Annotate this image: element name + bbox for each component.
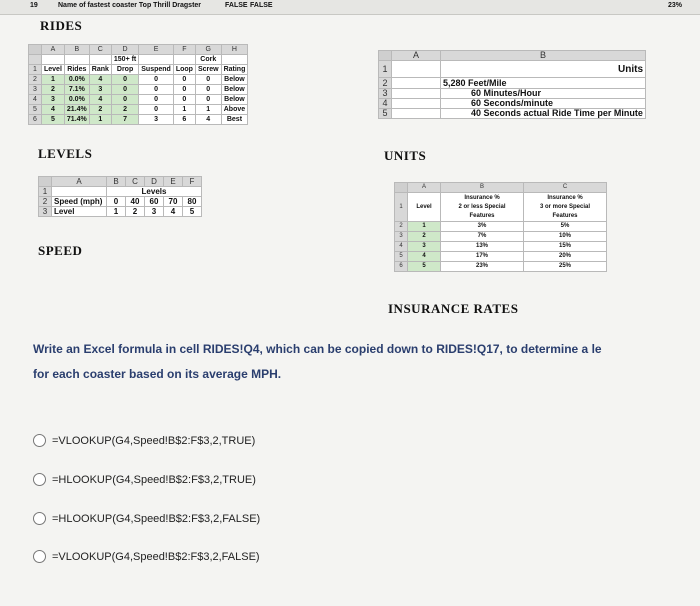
col-header: D xyxy=(145,177,164,187)
cell[interactable]: 0 xyxy=(139,95,174,105)
row-number: 3 xyxy=(379,89,392,99)
insurance-header-b[interactable] xyxy=(441,193,524,222)
answer-option-3[interactable] xyxy=(33,512,260,525)
cell[interactable] xyxy=(64,55,89,65)
cell[interactable]: 4 xyxy=(408,252,441,262)
col-header: F xyxy=(183,177,202,187)
row-number: 2 xyxy=(29,75,42,85)
insurance-table xyxy=(394,182,607,272)
cell[interactable]: 6 xyxy=(173,115,195,125)
cell[interactable] xyxy=(52,187,107,197)
corner-cell xyxy=(395,183,408,193)
row-number: 2 xyxy=(39,197,52,207)
corner-cell xyxy=(39,177,52,187)
header-cell[interactable]: Rides xyxy=(64,65,89,75)
cell[interactable]: 7.1% xyxy=(64,85,89,95)
cell[interactable]: 0 xyxy=(139,105,174,115)
col-header: H xyxy=(221,45,248,55)
cell[interactable]: 4 xyxy=(42,105,65,115)
cell[interactable]: 1 xyxy=(89,115,111,125)
cell[interactable]: 17% xyxy=(441,252,524,262)
header-line: 3 or more Special xyxy=(539,203,591,210)
cell[interactable] xyxy=(392,61,441,78)
cell[interactable] xyxy=(392,109,441,119)
cell[interactable]: 0 xyxy=(173,85,195,95)
levels-title[interactable]: Levels xyxy=(107,187,202,197)
cell[interactable] xyxy=(42,55,65,65)
cell[interactable]: 60 Minutes/Hour xyxy=(441,89,646,99)
col-header: D xyxy=(111,45,138,55)
cell[interactable]: 0 xyxy=(139,75,174,85)
top-strip xyxy=(0,0,700,15)
header-cell[interactable]: Cork xyxy=(195,55,221,65)
cell[interactable]: 0 xyxy=(195,75,221,85)
header-cell[interactable]: Loop xyxy=(173,65,195,75)
cell[interactable]: 0 xyxy=(195,85,221,95)
row-number: 19 xyxy=(30,2,38,9)
cell[interactable]: Above xyxy=(221,105,248,115)
header-cell[interactable]: 150+ ft xyxy=(111,55,138,65)
question-line-2: for each coaster based on its average MPH. xyxy=(33,367,282,381)
cell[interactable]: 0 xyxy=(173,75,195,85)
cell[interactable]: 4 xyxy=(164,207,183,217)
cell[interactable]: 3 xyxy=(408,242,441,252)
speed-label[interactable]: Speed (mph) xyxy=(52,197,107,207)
answer-option-4[interactable] xyxy=(33,550,260,563)
col-header: F xyxy=(173,45,195,55)
cell[interactable]: Below xyxy=(221,95,248,105)
cell[interactable]: 1 xyxy=(42,75,65,85)
cell[interactable]: Below xyxy=(221,85,248,95)
row-number: 4 xyxy=(395,242,408,252)
header-cell[interactable]: Level xyxy=(42,65,65,75)
col-header: G xyxy=(195,45,221,55)
cell[interactable] xyxy=(173,55,195,65)
header-cell[interactable]: Rating xyxy=(221,65,248,75)
cell[interactable]: 40 Seconds actual Ride Time per Minute xyxy=(441,109,646,119)
cell[interactable]: 10% xyxy=(524,232,607,242)
col-header: A xyxy=(392,51,441,61)
cell[interactable]: 40 xyxy=(126,197,145,207)
cell[interactable]: 0 xyxy=(139,85,174,95)
col-header: A xyxy=(42,45,65,55)
cell[interactable]: 7 xyxy=(111,115,138,125)
cell[interactable]: 60 Seconds/minute xyxy=(441,99,646,109)
cell[interactable]: 3 xyxy=(145,207,164,217)
cell[interactable]: 2 xyxy=(42,85,65,95)
col-header: B xyxy=(64,45,89,55)
option-text: =VLOOKUP(G4,Speed!B$2:F$3,2,TRUE) xyxy=(52,434,256,447)
cell[interactable]: 25% xyxy=(524,262,607,272)
row-number: 2 xyxy=(395,222,408,232)
radio-button-icon[interactable] xyxy=(33,550,46,563)
corner-cell xyxy=(29,45,42,55)
cell[interactable]: 0 xyxy=(195,95,221,105)
col-header: B xyxy=(107,177,126,187)
sheet-title: RIDES xyxy=(40,18,83,33)
top-strip-text: Name of fastest coaster Top Thrill Dragster xyxy=(58,2,202,9)
cell[interactable]: 0 xyxy=(111,85,138,95)
row-number: 1 xyxy=(39,187,52,197)
cell[interactable]: 2 xyxy=(111,105,138,115)
units-caption: UNITS xyxy=(384,148,427,163)
col-header: B xyxy=(441,51,646,61)
answer-option-1[interactable] xyxy=(33,434,255,447)
cell[interactable]: 80 xyxy=(183,197,202,207)
cell[interactable]: 3 xyxy=(42,95,65,105)
radio-button-icon[interactable] xyxy=(33,434,46,447)
cell[interactable]: 21.4% xyxy=(64,105,89,115)
cell[interactable]: 0.0% xyxy=(64,95,89,105)
cell[interactable]: 0 xyxy=(173,95,195,105)
cell[interactable]: 5 xyxy=(183,207,202,217)
row-number: 5 xyxy=(29,105,42,115)
false-value: FALSE xyxy=(250,2,273,9)
cell[interactable]: 5,280 Feet/Mile xyxy=(441,78,646,89)
cell[interactable]: 1 xyxy=(408,222,441,232)
insurance-caption: INSURANCE RATES xyxy=(388,301,519,316)
cell[interactable]: 4 xyxy=(195,115,221,125)
cell[interactable]: 5 xyxy=(42,115,65,125)
cell[interactable]: 4 xyxy=(89,75,111,85)
option-text: =HLOOKUP(G4,Speed!B$2:F$3,2,TRUE) xyxy=(52,473,256,486)
cell[interactable]: 0 xyxy=(111,75,138,85)
cell[interactable]: Below xyxy=(221,75,248,85)
cell[interactable]: 2 xyxy=(126,207,145,217)
cell[interactable]: 71.4% xyxy=(64,115,89,125)
header-line: Insurance % xyxy=(547,194,583,201)
header-cell[interactable]: Drop xyxy=(111,65,138,75)
cell[interactable]: 2 xyxy=(408,232,441,242)
row-number: 6 xyxy=(395,262,408,272)
cell[interactable]: 23% xyxy=(441,262,524,272)
col-header: A xyxy=(52,177,107,187)
cell[interactable] xyxy=(89,55,111,65)
cell[interactable]: Best xyxy=(221,115,248,125)
header-line: Insurance % xyxy=(464,194,500,201)
col-header: C xyxy=(89,45,111,55)
levels-table xyxy=(28,44,248,125)
row-number: 4 xyxy=(29,95,42,105)
col-header: E xyxy=(139,45,174,55)
col-header: A xyxy=(408,183,441,193)
col-header: E xyxy=(164,177,183,187)
units-table xyxy=(378,50,646,119)
speed-caption: SPEED xyxy=(38,243,83,258)
cell[interactable]: 1 xyxy=(173,105,195,115)
row-number: 3 xyxy=(39,207,52,217)
percent-value: 23% xyxy=(668,2,683,9)
cell[interactable]: 7% xyxy=(441,232,524,242)
false-value: FALSE xyxy=(225,2,248,9)
cell[interactable]: 13% xyxy=(441,242,524,252)
cell[interactable]: 3 xyxy=(139,115,174,125)
cell[interactable]: 15% xyxy=(524,242,607,252)
cell[interactable]: 0 xyxy=(107,197,126,207)
row-number: 3 xyxy=(395,232,408,242)
cell[interactable]: 5% xyxy=(524,222,607,232)
radio-button-icon[interactable] xyxy=(33,473,46,486)
cell[interactable]: 1 xyxy=(107,207,126,217)
row-number: 6 xyxy=(29,115,42,125)
header-line: 2 or less Special xyxy=(458,203,506,210)
cell[interactable] xyxy=(392,78,441,89)
col-header: C xyxy=(126,177,145,187)
speed-table xyxy=(38,176,202,217)
option-text: =HLOOKUP(G4,Speed!B$2:F$3,2,FALSE) xyxy=(52,512,261,525)
option-text: =VLOOKUP(G4,Speed!B$2:F$3,2,FALSE) xyxy=(52,550,260,563)
cell[interactable]: 3 xyxy=(89,85,111,95)
question-line-1: Write an Excel formula in cell RIDES!Q4, which can be copied down to RIDES!Q17, to determine a le xyxy=(33,342,602,356)
col-header: B xyxy=(441,183,524,193)
col-header: C xyxy=(524,183,607,193)
cell[interactable]: 5 xyxy=(408,262,441,272)
levels-caption: LEVELS xyxy=(38,146,93,161)
header-line: Features xyxy=(552,212,578,219)
row-number: 1 xyxy=(379,61,392,78)
cell[interactable]: 3% xyxy=(441,222,524,232)
insurance-header-c[interactable] xyxy=(524,193,607,222)
cell[interactable]: 20% xyxy=(524,252,607,262)
answer-option-2[interactable] xyxy=(33,473,256,486)
cell[interactable] xyxy=(221,55,248,65)
units-header[interactable]: Units xyxy=(441,61,646,78)
cell[interactable]: 0.0% xyxy=(64,75,89,85)
cell[interactable]: 0 xyxy=(111,95,138,105)
row-number: 5 xyxy=(379,109,392,119)
cell[interactable]: 70 xyxy=(164,197,183,207)
cell[interactable]: 1 xyxy=(195,105,221,115)
corner-cell xyxy=(379,51,392,61)
header-line: Features xyxy=(469,212,495,219)
row-number: 2 xyxy=(379,78,392,89)
row-number xyxy=(29,55,42,65)
cell[interactable] xyxy=(392,89,441,99)
cell[interactable]: 2 xyxy=(89,105,111,115)
cell[interactable] xyxy=(392,99,441,109)
cell[interactable]: 4 xyxy=(89,95,111,105)
cell[interactable]: 60 xyxy=(145,197,164,207)
row-number: 1 xyxy=(29,65,42,75)
row-number: 5 xyxy=(395,252,408,262)
level-label[interactable]: Level xyxy=(52,207,107,217)
header-cell[interactable]: Screw xyxy=(195,65,221,75)
row-number: 4 xyxy=(379,99,392,109)
level-header[interactable]: Level xyxy=(408,193,441,222)
header-cell[interactable]: Rank xyxy=(89,65,111,75)
cell[interactable] xyxy=(139,55,174,65)
radio-button-icon[interactable] xyxy=(33,512,46,525)
row-number: 3 xyxy=(29,85,42,95)
header-cell[interactable]: Suspend xyxy=(139,65,174,75)
row-number: 1 xyxy=(395,193,408,222)
